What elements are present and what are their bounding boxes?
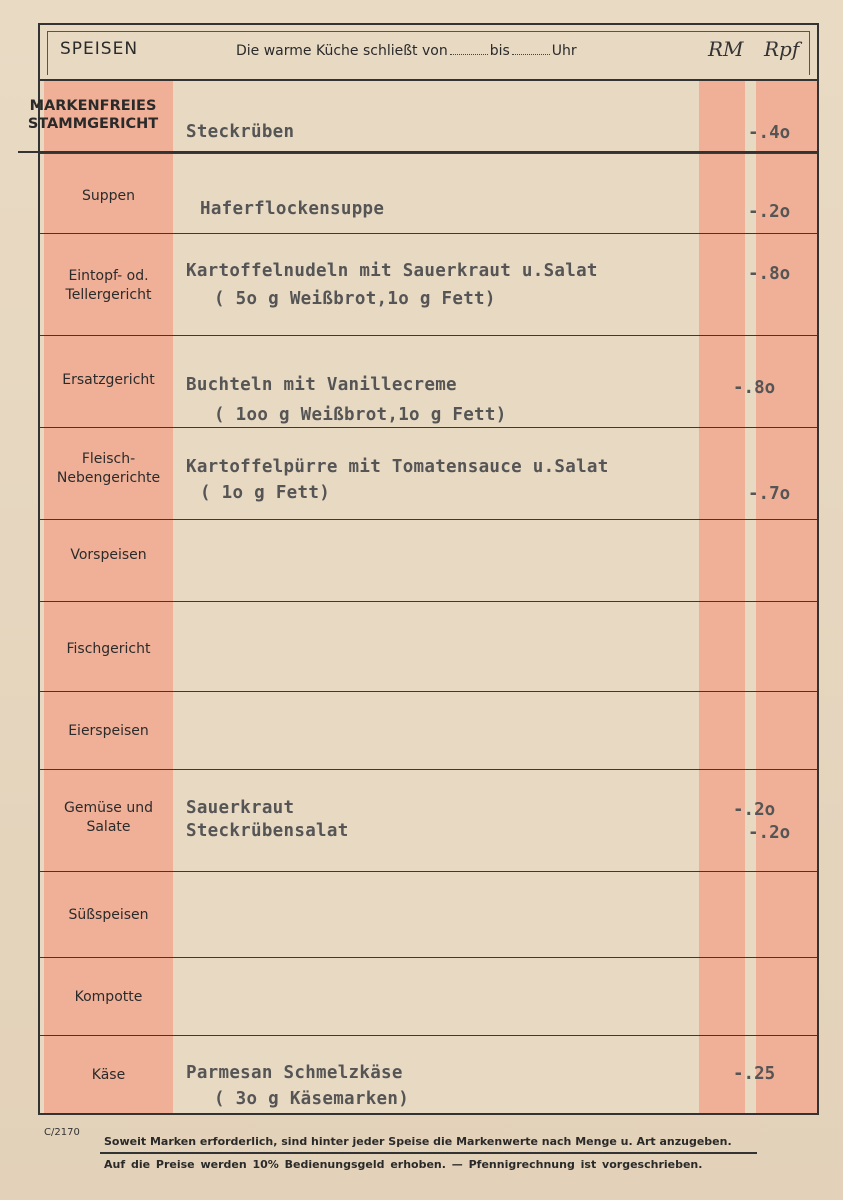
dish-detail: ( 3o g Käsemarken) — [214, 1089, 410, 1109]
dish-text: Parmesan Schmelzkäse — [186, 1063, 403, 1083]
kitchen-hours-uhr: Uhr — [551, 43, 577, 59]
section-label: Eintopf- od. Tellergericht — [65, 268, 152, 303]
dish-text: Kartoffelnudeln mit Sauerkraut u.Salat — [186, 261, 598, 281]
section-label: Vorspeisen — [70, 547, 147, 563]
dish-text: Sauerkraut — [186, 798, 295, 818]
dish-detail: ( 1o g Fett) — [200, 483, 331, 503]
section-label: Kompotte — [74, 989, 143, 1005]
price-text: -.8o — [748, 264, 791, 284]
page-title: SPEISEN — [60, 39, 139, 59]
section-label: Suppen — [81, 188, 136, 204]
section-label: Ersatzgericht — [62, 372, 155, 388]
section-row-fisch — [40, 601, 817, 691]
price-text-2: -.2o — [748, 823, 791, 843]
from-time-blank — [450, 44, 488, 55]
section-row-eintopf — [40, 233, 817, 335]
price-text: -.2o — [733, 800, 776, 820]
section-row-suess — [40, 871, 817, 957]
section-row-ersatz — [40, 335, 817, 427]
section-row-kompotte — [40, 957, 817, 1035]
dish-text: Haferflockensuppe — [200, 199, 385, 219]
kitchen-hours-line — [236, 43, 577, 59]
stammgericht-price: -.4o — [748, 123, 791, 143]
dish-text: Kartoffelpürre mit Tomatensauce u.Salat — [186, 457, 609, 477]
dish-detail: ( 1oo g Weißbrot,1o g Fett) — [214, 405, 507, 425]
footnote-prices: Auf die Preise werden 10% Bedienungsgeld erhoben. — Pfennigrechnung ist vorgeschrieben. — [104, 1158, 703, 1171]
section-label: Süßspeisen — [68, 907, 149, 923]
price-text: -.7o — [748, 484, 791, 504]
currency-rpf-header: Rpf — [764, 37, 800, 61]
section-row-gemuese — [40, 769, 817, 871]
footnote-divider — [100, 1152, 757, 1154]
section-row-suppen — [40, 153, 817, 233]
dish-detail: ( 5o g Weißbrot,1o g Fett) — [214, 289, 496, 309]
to-time-blank — [512, 44, 550, 55]
section-label: Eierspeisen — [68, 723, 149, 739]
section-row-vorspeisen — [40, 519, 817, 601]
menu-header — [40, 25, 817, 81]
kitchen-hours-prefix: Die warme Küche schließt von — [236, 43, 448, 59]
section-label: Gemüse und Salate — [64, 800, 153, 835]
price-text: -.25 — [733, 1064, 776, 1084]
section-label: Fischgericht — [66, 641, 151, 657]
stammgericht-dish: Steckrüben — [186, 122, 295, 142]
dish-text: Buchteln mit Vanillecreme — [186, 375, 457, 395]
section-label: Käse — [91, 1067, 126, 1083]
price-text: -.2o — [748, 202, 791, 222]
dish-text-2: Steckrübensalat — [186, 821, 349, 841]
footnote-marks: Soweit Marken erforderlich, sind hinter jeder Speise die Markenwerte nach Menge u. Art anzugeben. — [104, 1135, 732, 1148]
section-label: Fleisch-Nebengerichte — [56, 451, 161, 486]
stammgericht-divider — [18, 151, 819, 153]
section-row-fleisch — [40, 427, 817, 519]
kitchen-hours-bis: bis — [489, 43, 510, 59]
stammgericht-label: MARKENFREIES STAMMGERICHT — [27, 98, 159, 132]
form-code: C/2170 — [44, 1127, 80, 1138]
section-row-eier — [40, 691, 817, 769]
menu-frame — [38, 23, 819, 1115]
price-text: -.8o — [733, 378, 776, 398]
section-row-kaese — [40, 1035, 817, 1115]
currency-rm-header: RM — [708, 37, 744, 61]
